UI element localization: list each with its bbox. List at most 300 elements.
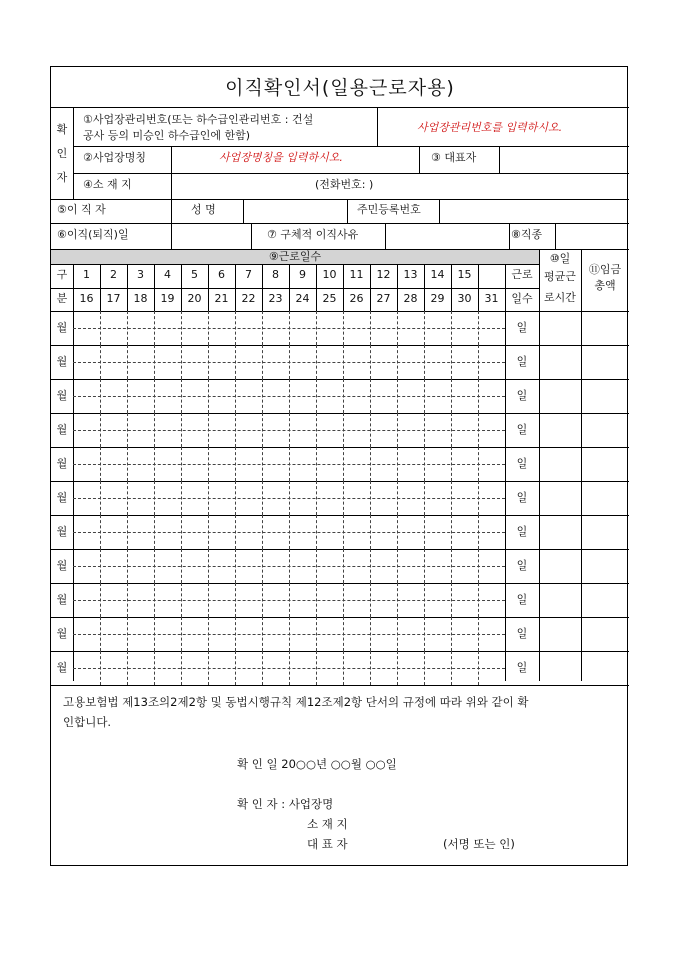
work-days-cell[interactable]: 일 <box>516 627 528 640</box>
day-cell[interactable] <box>398 312 423 344</box>
separation-date-input[interactable] <box>175 229 245 245</box>
day-cell[interactable] <box>101 618 126 650</box>
day-number: 14 <box>430 268 445 281</box>
month-label: 월 <box>56 661 68 674</box>
day-cell[interactable] <box>263 516 288 548</box>
day-cell[interactable] <box>155 550 180 582</box>
separation-date-label: ⑥이직(퇴직)일 <box>57 228 129 241</box>
day-cell[interactable] <box>74 516 99 548</box>
name-input[interactable] <box>247 204 343 220</box>
month-label: 월 <box>56 423 68 436</box>
form-title: 이직확인서(일용근로자용) <box>225 77 455 99</box>
day-cell[interactable] <box>263 482 288 514</box>
month-row <box>51 311 629 345</box>
day-cell[interactable] <box>182 584 207 616</box>
gubun-bottom: 분 <box>56 292 68 305</box>
day-cell[interactable] <box>317 618 342 650</box>
wage-cell[interactable] <box>582 482 628 514</box>
day-cell[interactable] <box>452 550 477 582</box>
name-label: 성 명 <box>191 203 216 216</box>
wage-cell[interactable] <box>582 380 628 412</box>
day-cell[interactable] <box>263 346 288 378</box>
day-cell[interactable] <box>479 618 504 650</box>
day-cell[interactable] <box>425 584 450 616</box>
day-cell[interactable] <box>128 380 153 412</box>
day-cell[interactable] <box>155 482 180 514</box>
month-row <box>51 651 629 685</box>
day-cell[interactable] <box>155 414 180 446</box>
day-cell[interactable] <box>452 380 477 412</box>
day-cell[interactable] <box>74 414 99 446</box>
day-cell[interactable] <box>425 618 450 650</box>
day-cell[interactable] <box>101 448 126 480</box>
day-cell[interactable] <box>209 618 234 650</box>
day-cell[interactable] <box>263 414 288 446</box>
work-days-cell[interactable]: 일 <box>516 423 528 436</box>
day-cell[interactable] <box>182 414 207 446</box>
day-cell[interactable] <box>209 380 234 412</box>
day-cell[interactable] <box>371 652 396 684</box>
separated-label: ⑤이 직 자 <box>57 203 106 216</box>
work-days-cell[interactable]: 일 <box>516 457 528 470</box>
avg-hours-cell[interactable] <box>540 414 580 446</box>
day-cell[interactable] <box>479 482 504 514</box>
day-number: 13 <box>403 268 418 281</box>
day-number: 9 <box>299 268 306 281</box>
day-cell[interactable] <box>236 346 261 378</box>
day-cell[interactable] <box>209 516 234 548</box>
day-cell[interactable] <box>209 482 234 514</box>
day-number: 10 <box>322 268 337 281</box>
day-cell[interactable] <box>101 482 126 514</box>
divider <box>171 199 172 223</box>
day-cell[interactable] <box>128 448 153 480</box>
job-input[interactable] <box>559 229 623 245</box>
day-cell[interactable] <box>425 652 450 684</box>
day-cell[interactable] <box>398 550 423 582</box>
avg-hours-cell[interactable] <box>540 652 580 684</box>
work-days-cell[interactable]: 일 <box>516 661 528 674</box>
month-row <box>51 413 629 447</box>
wage-line1: ⑪임금 <box>588 263 622 276</box>
day-cell[interactable] <box>101 652 126 684</box>
day-number: 30 <box>457 292 472 305</box>
day-cell[interactable] <box>290 618 315 650</box>
day-cell[interactable] <box>263 618 288 650</box>
day-cell[interactable] <box>101 584 126 616</box>
biz-no-field[interactable]: 사업장관리번호를 입력하시오. <box>417 121 563 134</box>
day-cell[interactable] <box>74 550 99 582</box>
day-cell[interactable] <box>209 312 234 344</box>
day-cell[interactable] <box>317 312 342 344</box>
divider <box>451 264 452 311</box>
day-cell[interactable] <box>209 346 234 378</box>
day-cell[interactable] <box>425 448 450 480</box>
confirmer-label-char: 인 <box>56 147 68 160</box>
day-cell[interactable] <box>425 414 450 446</box>
day-cell[interactable] <box>452 346 477 378</box>
day-cell[interactable] <box>317 550 342 582</box>
day-cell[interactable] <box>128 584 153 616</box>
month-label: 월 <box>56 321 68 334</box>
day-cell[interactable] <box>479 550 504 582</box>
day-number: 4 <box>164 268 171 281</box>
divider <box>51 107 629 108</box>
day-cell[interactable] <box>209 414 234 446</box>
day-number: 20 <box>187 292 202 305</box>
day-cell[interactable] <box>344 380 369 412</box>
day-cell[interactable] <box>74 380 99 412</box>
divider <box>73 264 74 311</box>
rep-input[interactable] <box>503 151 623 167</box>
wage-cell[interactable] <box>582 584 628 616</box>
day-cell[interactable] <box>74 448 99 480</box>
day-cell[interactable] <box>263 550 288 582</box>
wage-cell[interactable] <box>582 652 628 684</box>
confirmer-biz-name-label: 확 인 자 : 사업장명 <box>237 797 334 811</box>
day-cell[interactable] <box>344 584 369 616</box>
day-cell[interactable] <box>236 380 261 412</box>
day-cell[interactable] <box>290 482 315 514</box>
month-label: 월 <box>56 593 68 606</box>
day-cell[interactable] <box>128 618 153 650</box>
work-days-cell[interactable]: 일 <box>516 355 528 368</box>
day-cell[interactable] <box>236 618 261 650</box>
divider <box>397 264 398 311</box>
day-cell[interactable] <box>425 516 450 548</box>
day-number: 8 <box>272 268 279 281</box>
avg-hours-cell[interactable] <box>540 380 580 412</box>
divider <box>439 199 440 223</box>
biz-name-field[interactable]: 사업장명칭을 입력하시오. <box>219 151 343 164</box>
day-cell[interactable] <box>209 550 234 582</box>
day-cell[interactable] <box>182 380 207 412</box>
day-number: 29 <box>430 292 445 305</box>
day-cell[interactable] <box>290 652 315 684</box>
day-number: 18 <box>133 292 148 305</box>
divider <box>347 199 348 223</box>
day-cell[interactable] <box>182 550 207 582</box>
divider <box>51 685 629 686</box>
day-cell[interactable] <box>182 652 207 684</box>
work-days-cell[interactable]: 일 <box>516 559 528 572</box>
month-label: 월 <box>56 525 68 538</box>
day-cell[interactable] <box>101 414 126 446</box>
day-cell[interactable] <box>236 482 261 514</box>
day-cell[interactable] <box>209 652 234 684</box>
day-cell[interactable] <box>371 380 396 412</box>
divider <box>370 264 371 311</box>
day-cell[interactable] <box>317 448 342 480</box>
day-number: 12 <box>376 268 391 281</box>
confirm-date: 확 인 일 20○○년 ○○월 ○○일 <box>237 757 397 771</box>
avg-hours-cell[interactable] <box>540 312 580 344</box>
day-cell[interactable] <box>371 584 396 616</box>
day-cell[interactable] <box>155 380 180 412</box>
statement-line2: 인합니다. <box>63 715 112 729</box>
day-cell[interactable] <box>479 414 504 446</box>
day-cell[interactable] <box>290 414 315 446</box>
day-cell[interactable] <box>425 380 450 412</box>
day-cell[interactable] <box>452 482 477 514</box>
day-cell[interactable] <box>128 346 153 378</box>
day-cell[interactable] <box>128 550 153 582</box>
wage-cell[interactable] <box>582 448 628 480</box>
day-cell[interactable] <box>398 414 423 446</box>
day-cell[interactable] <box>479 448 504 480</box>
avg-hours-cell[interactable] <box>540 618 580 650</box>
day-cell[interactable] <box>452 414 477 446</box>
job-label: ⑧직종 <box>511 228 543 241</box>
day-cell[interactable] <box>182 346 207 378</box>
work-days-cell[interactable]: 일 <box>516 491 528 504</box>
day-cell[interactable] <box>452 516 477 548</box>
day-cell[interactable] <box>425 346 450 378</box>
day-cell[interactable] <box>317 346 342 378</box>
day-cell[interactable] <box>101 312 126 344</box>
day-cell[interactable] <box>128 312 153 344</box>
work-days-bottom: 일수 <box>511 292 533 305</box>
day-cell[interactable] <box>371 618 396 650</box>
day-cell[interactable] <box>398 448 423 480</box>
day-cell[interactable] <box>398 652 423 684</box>
day-cell[interactable] <box>74 482 99 514</box>
day-cell[interactable] <box>128 482 153 514</box>
avg-hours-cell[interactable] <box>540 584 580 616</box>
divider <box>100 264 101 311</box>
day-cell[interactable] <box>236 652 261 684</box>
divider <box>251 223 252 249</box>
statement-line1: 고용보험법 제13조의2제2항 및 동법시행규칙 제12조제2항 단서의 규정에 따라 위와 같이 확 <box>63 695 529 709</box>
day-cell[interactable] <box>155 618 180 650</box>
day-cell[interactable] <box>344 346 369 378</box>
day-cell[interactable] <box>155 346 180 378</box>
wage-cell[interactable] <box>582 414 628 446</box>
day-cell[interactable] <box>74 652 99 684</box>
day-cell[interactable] <box>317 414 342 446</box>
day-cell[interactable] <box>371 312 396 344</box>
day-cell[interactable] <box>317 380 342 412</box>
day-cell[interactable] <box>425 312 450 344</box>
rrn-input[interactable] <box>443 204 623 220</box>
divider <box>478 264 479 311</box>
day-cell[interactable] <box>263 448 288 480</box>
day-cell[interactable] <box>155 516 180 548</box>
day-cell[interactable] <box>344 550 369 582</box>
day-cell[interactable] <box>344 482 369 514</box>
day-cell[interactable] <box>479 312 504 344</box>
month-row <box>51 481 629 515</box>
divider <box>555 223 556 249</box>
day-cell[interactable] <box>236 516 261 548</box>
day-cell[interactable] <box>290 448 315 480</box>
day-cell[interactable] <box>317 516 342 548</box>
avg-hours-cell[interactable] <box>540 482 580 514</box>
day-cell[interactable] <box>452 312 477 344</box>
divider <box>51 264 539 265</box>
month-row <box>51 583 629 617</box>
day-cell[interactable] <box>155 584 180 616</box>
month-row <box>51 379 629 413</box>
day-cell[interactable] <box>398 346 423 378</box>
divider <box>243 199 244 223</box>
day-cell[interactable] <box>452 618 477 650</box>
month-row <box>51 617 629 651</box>
day-cell[interactable] <box>317 584 342 616</box>
day-cell[interactable] <box>155 652 180 684</box>
day-cell[interactable] <box>371 550 396 582</box>
day-cell[interactable] <box>263 312 288 344</box>
wage-cell[interactable] <box>582 516 628 548</box>
day-cell[interactable] <box>344 652 369 684</box>
day-number: 7 <box>245 268 252 281</box>
separation-confirmation-form <box>50 66 628 866</box>
day-cell[interactable] <box>398 618 423 650</box>
day-cell[interactable] <box>263 652 288 684</box>
address-label: ④소 재 지 <box>83 178 132 191</box>
work-days-cell[interactable]: 일 <box>516 525 528 538</box>
day-cell[interactable] <box>155 312 180 344</box>
day-cell[interactable] <box>371 414 396 446</box>
day-cell[interactable] <box>74 312 99 344</box>
month-label: 월 <box>56 559 68 572</box>
day-cell[interactable] <box>182 312 207 344</box>
day-cell[interactable] <box>101 516 126 548</box>
day-cell[interactable] <box>209 448 234 480</box>
month-label: 월 <box>56 389 68 402</box>
confirmer-address-label: 소 재 지 <box>307 817 348 831</box>
avg-hours-cell[interactable] <box>540 448 580 480</box>
day-number: 23 <box>268 292 283 305</box>
day-number: 1 <box>83 268 90 281</box>
work-days-cell[interactable]: 일 <box>516 389 528 402</box>
day-cell[interactable] <box>371 346 396 378</box>
day-number: 24 <box>295 292 310 305</box>
day-cell[interactable] <box>398 584 423 616</box>
divider <box>343 264 344 311</box>
confirmer-rep-label: 대 표 자 <box>307 837 348 851</box>
day-cell[interactable] <box>182 618 207 650</box>
rep-label: ③ 대표자 <box>431 151 477 164</box>
day-number: 2 <box>110 268 117 281</box>
day-cell[interactable] <box>290 312 315 344</box>
day-cell[interactable] <box>398 482 423 514</box>
day-cell[interactable] <box>398 380 423 412</box>
day-cell[interactable] <box>236 584 261 616</box>
day-cell[interactable] <box>425 550 450 582</box>
day-cell[interactable] <box>425 482 450 514</box>
day-cell[interactable] <box>344 618 369 650</box>
day-cell[interactable] <box>398 516 423 548</box>
avg-hours-cell[interactable] <box>540 550 580 582</box>
day-cell[interactable] <box>290 584 315 616</box>
day-cell[interactable] <box>479 346 504 378</box>
day-cell[interactable] <box>344 414 369 446</box>
wage-cell[interactable] <box>582 312 628 344</box>
avg-hours-cell[interactable] <box>540 346 580 378</box>
day-cell[interactable] <box>344 448 369 480</box>
day-cell[interactable] <box>452 448 477 480</box>
confirmer-label-char: 자 <box>56 171 68 184</box>
day-cell[interactable] <box>182 448 207 480</box>
day-cell[interactable] <box>74 618 99 650</box>
day-cell[interactable] <box>479 516 504 548</box>
day-cell[interactable] <box>236 414 261 446</box>
month-label: 월 <box>56 457 68 470</box>
day-cell[interactable] <box>290 346 315 378</box>
day-cell[interactable] <box>317 482 342 514</box>
divider <box>73 146 629 147</box>
month-row <box>51 549 629 583</box>
day-cell[interactable] <box>344 516 369 548</box>
avg-hours-line3: 로시간 <box>544 291 576 304</box>
day-number: 31 <box>484 292 499 305</box>
divider <box>51 223 629 224</box>
day-cell[interactable] <box>128 516 153 548</box>
day-number: 11 <box>349 268 364 281</box>
gubun-top: 구 <box>56 268 68 281</box>
wage-cell[interactable] <box>582 550 628 582</box>
day-cell[interactable] <box>452 584 477 616</box>
day-cell[interactable] <box>128 652 153 684</box>
day-cell[interactable] <box>155 448 180 480</box>
day-cell[interactable] <box>371 516 396 548</box>
day-cell[interactable] <box>452 652 477 684</box>
divider <box>181 264 182 311</box>
day-cell[interactable] <box>209 584 234 616</box>
day-cell[interactable] <box>236 312 261 344</box>
avg-hours-line2: 평균근 <box>544 270 576 283</box>
day-cell[interactable] <box>344 312 369 344</box>
day-cell[interactable] <box>263 584 288 616</box>
day-number: 19 <box>160 292 175 305</box>
month-row <box>51 345 629 379</box>
day-cell[interactable] <box>371 482 396 514</box>
wage-cell[interactable] <box>582 346 628 378</box>
day-cell[interactable] <box>74 346 99 378</box>
day-cell[interactable] <box>101 550 126 582</box>
day-cell[interactable] <box>290 380 315 412</box>
day-cell[interactable] <box>182 516 207 548</box>
day-cell[interactable] <box>101 380 126 412</box>
day-cell[interactable] <box>182 482 207 514</box>
reason-input[interactable] <box>389 229 505 245</box>
day-cell[interactable] <box>317 652 342 684</box>
work-days-cell[interactable]: 일 <box>516 321 528 334</box>
day-cell[interactable] <box>290 516 315 548</box>
day-cell[interactable] <box>290 550 315 582</box>
work-days-cell[interactable]: 일 <box>516 593 528 606</box>
wage-cell[interactable] <box>582 618 628 650</box>
divider <box>73 173 629 174</box>
divider <box>154 264 155 311</box>
day-cell[interactable] <box>101 346 126 378</box>
day-cell[interactable] <box>479 584 504 616</box>
day-number: 21 <box>214 292 229 305</box>
day-cell[interactable] <box>479 380 504 412</box>
divider <box>424 264 425 311</box>
day-cell[interactable] <box>128 414 153 446</box>
divider <box>127 264 128 311</box>
day-cell[interactable] <box>74 584 99 616</box>
day-cell[interactable] <box>479 652 504 684</box>
day-cell[interactable] <box>236 448 261 480</box>
day-cell[interactable] <box>263 380 288 412</box>
day-cell[interactable] <box>371 448 396 480</box>
day-cell[interactable] <box>236 550 261 582</box>
divider <box>505 264 506 311</box>
avg-hours-cell[interactable] <box>540 516 580 548</box>
